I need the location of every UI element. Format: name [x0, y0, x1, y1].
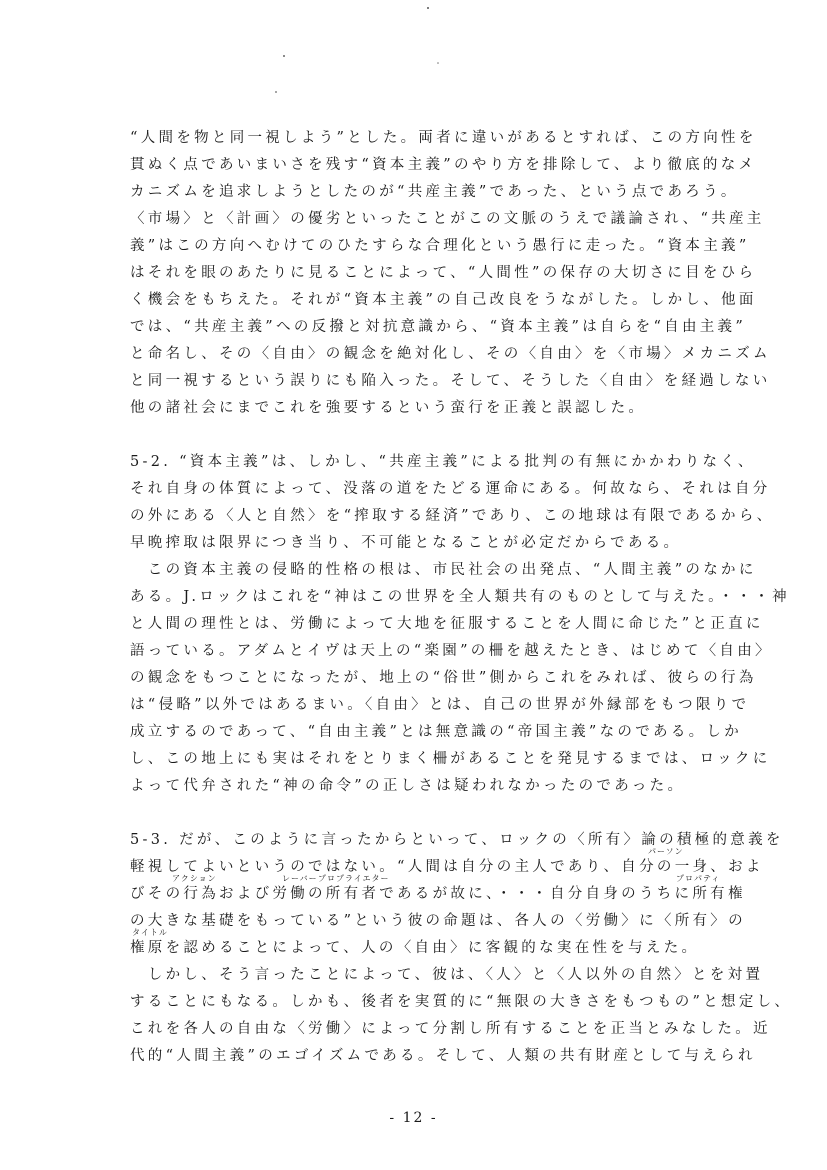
text-line: 語っている。アダムとイヴは天上の“楽園”の柵を越えたとき、はじめて〈自由〉 — [130, 643, 773, 659]
text-line: は“侵略”以外ではあるまい。〈自由〉とは、自己の世界が外縁部をもつ限りで — [130, 697, 750, 713]
ruby-property: プロパティ — [676, 874, 721, 883]
text-line: しかし、そう言ったことによって、彼は、〈人〉と〈人以外の自然〉とを対置 — [130, 967, 764, 983]
text-line: では、“共産主義”への反撥と対抗意識から、“資本主義”は自らを“自由主義” — [130, 319, 747, 335]
ruby-person: パーソン — [648, 847, 684, 856]
text-line: と命名し、その〈自由〉の観念を絶対化し、その〈自由〉を〈市場〉メカニズム — [130, 346, 771, 362]
ruby-labour: レーバー — [282, 874, 318, 883]
text-line: の外にある〈人と自然〉を“搾取する経済”であり、この地球は有限であるから、 — [130, 508, 775, 524]
text-line: ある。J.ロックはこれを“神はこの世界を全人類共有のものとして与えた。・・・神 — [130, 589, 790, 605]
ruby-actions: アクション — [172, 874, 217, 883]
text-line: 成立するのであって、“自由主義”とは無意識の“帝国主義”なのである。しか — [130, 724, 743, 740]
text-line: 5-2. “資本主義”は、しかし、“共産主義”による批判の有無にかかわりなく、 — [130, 454, 756, 470]
text-line: 権原を認めることによって、人の〈自由〉に客観的な実在性を与えた。 — [130, 940, 700, 956]
text-line: 早晩搾取は限界につき当り、不可能となることが必定だからである。 — [130, 535, 682, 551]
text-line: よって代弁された“神の命令”の正しさは疑われなかったのであった。 — [130, 778, 686, 794]
text-line: 義”はこの方向へむけてのひたすらな合理化という愚行に走った。“資本主義” — [130, 238, 750, 254]
text-line: することにもなる。しかも、後者を実質的に“無限の大きさをもつもの”と想定し、 — [130, 994, 793, 1010]
text-line: の観念をもつことになったが、地上の“俗世”側からこれをみれば、彼らの行為 — [130, 670, 757, 686]
text-line: と同一視するという誤りにも陥入った。そして、そうした〈自由〉を経過しない — [130, 373, 771, 389]
ruby-title: タイトル — [132, 928, 168, 937]
text-line: 〈市場〉と〈計画〉の優劣といったことがこの文脈のうえで議論され、“共産主 — [130, 211, 765, 227]
page-number: - 12 - — [389, 1110, 438, 1126]
text-line: それ自身の体質によって、没落の道をたどる運命にある。何故なら、それは自分 — [130, 481, 771, 497]
text-line: く機会をもちえた。それが“資本主義”の自己改良をうながした。しかし、他面 — [130, 292, 757, 308]
text-line: 軽視してよいというのではない。“人間は自分の主人であり、自分の一身、およ — [130, 859, 764, 875]
text-line: これを各人の自由な〈労働〉によって分割し所有することを正当とみなした。近 — [130, 1021, 771, 1037]
text-line: びその行為および労働の所有者であるが故に、・・・自分自身のうちに所有権 — [130, 886, 746, 902]
text-line: 他の諸社会にまでこれを強要するという蛮行を正義と誤認した。 — [130, 400, 647, 416]
text-line: “人間を物と同一視しよう”とした。両者に違いがあるとすれば、この方向性を — [130, 130, 757, 146]
text-line: 代的“人間主義”のエゴイズムである。そして、人類の共有財産として与えられ — [130, 1048, 756, 1064]
text-line: はそれを眼のあたりに見ることによって、“人間性”の保存の大切さに目をひら — [130, 265, 757, 281]
text-line: 貫ぬく点であいまいさを残す“資本主義”のやり方を排除して、より徹底的なメ — [130, 157, 757, 173]
text-line: し、この地上にも実はそれをとりまく柵があることを発見するまでは、ロックに — [130, 751, 771, 767]
text-line: の大きな基礎をもっている”という彼の命題は、各人の〈労働〉に〈所有〉の — [130, 913, 746, 929]
text-line: 5-3. だが、このように言ったからといって、ロックの〈所有〉論の積極的意義を — [130, 832, 784, 848]
ruby-proprietor: プロプライエター — [318, 874, 390, 883]
text-line: この資本主義の侵略的性格の根は、市民社会の出発点、“人間主義”のなかに — [130, 562, 757, 578]
text-line: カニズムを追求しようとしたのが“共産主義”であった、という点であろう。 — [130, 184, 739, 200]
text-line: と人間の理性とは、労働によって大地を征服することを人間に命じた”と正直に — [130, 616, 764, 632]
